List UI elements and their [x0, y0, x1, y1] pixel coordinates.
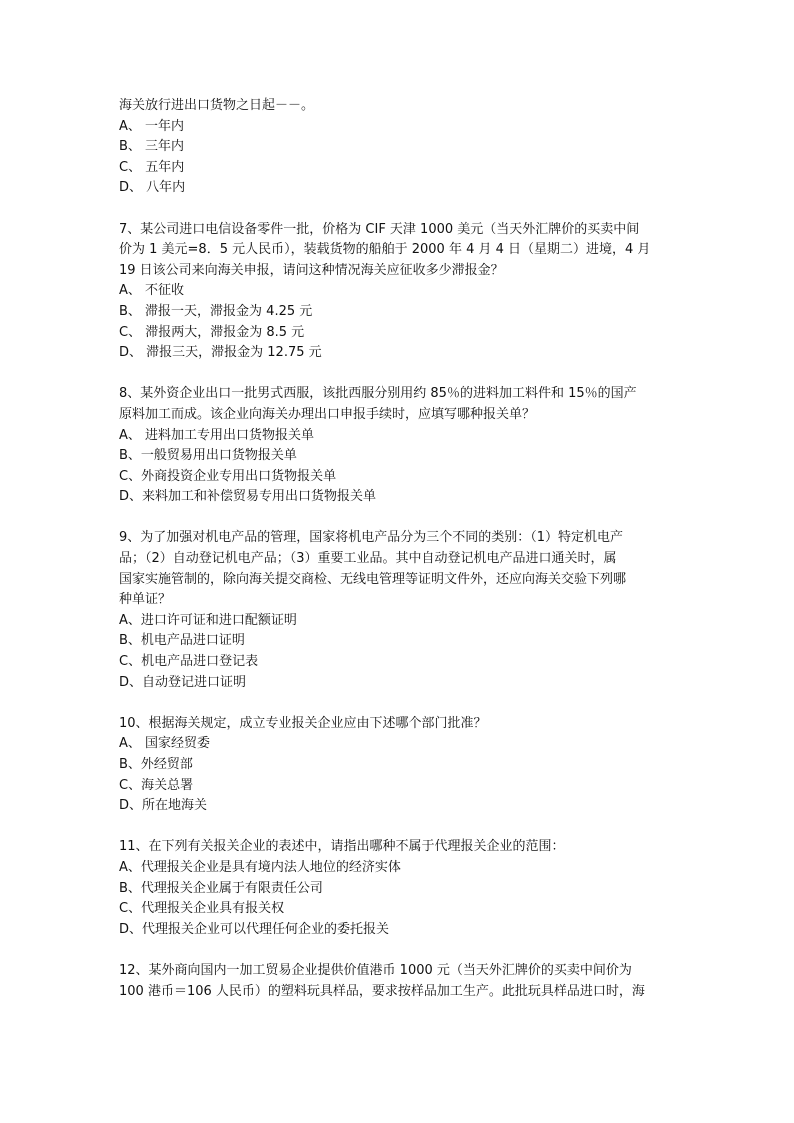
option-d: D、自动登记进口证明	[119, 674, 247, 690]
option-c: C、 滞报两大，滞报金为 8.5 元	[119, 324, 305, 340]
question-stem: 价为 1 美元=8．5 元人民币），装载货物的船舶于 2000 年 4 月 4 日（星期二）进境，4 月	[119, 242, 651, 258]
question-block-9	[119, 528, 675, 693]
option-a: A、代理报关企业是具有境内法人地位的经济实体	[119, 859, 401, 875]
option-b: B、 三年内	[119, 139, 185, 155]
question-stem: 12、某外商向国内一加工贸易企业提供价值港币 1000 元（当天外汇牌价的买卖中间价为	[119, 962, 632, 978]
option-b: B、外经贸部	[119, 757, 193, 772]
option-d: D、代理报关企业可以代理任何企业的委托报关	[119, 921, 390, 937]
option-c: C、机电产品进口登记表	[119, 654, 259, 670]
question-block-10	[119, 714, 675, 817]
question-stem: 海关放行进出口货物之日起－－。	[119, 98, 315, 113]
spacer	[119, 508, 675, 529]
option-d: D、所在地海关	[119, 798, 208, 814]
question-stem: 品；（2）自动登记机电产品；（3）重要工业品。其中自动登记机电产品进口通关时，属	[119, 551, 617, 567]
question-stem: 种单证？	[119, 592, 172, 608]
question-block-8	[119, 384, 675, 508]
question-block-12	[119, 961, 675, 1002]
question-block-intro	[119, 96, 675, 199]
spacer	[119, 817, 675, 838]
question-stem: 8、某外资企业出口一批男式西服，该批西服分别用约 85％的进料加工料件和 15％的国产	[119, 386, 637, 402]
option-c: C、 五年内	[119, 159, 185, 175]
option-a: A、 不征收	[119, 283, 185, 299]
page-content	[119, 96, 675, 1002]
question-stem: 7、某公司进口电信设备零件一批，价格为 CIF 天津 1000 美元（当天外汇牌价的买卖中间	[119, 221, 640, 237]
option-d: D、 八年内	[119, 180, 186, 196]
question-stem: 9、为了加强对机电产品的管理，国家将机电产品分为三个不同的类别：（1）特定机电产	[119, 530, 624, 546]
option-c: C、代理报关企业具有报关权	[119, 901, 285, 917]
question-stem: 10、根据海关规定，成立专业报关企业应由下述哪个部门批准？	[119, 715, 487, 731]
spacer	[119, 364, 675, 385]
spacer	[119, 693, 675, 714]
question-stem: 100 港币＝106 人民币）的塑料玩具样品，要求按样品加工生产。此批玩具样品进口时，海	[119, 983, 645, 999]
spacer	[119, 940, 675, 961]
option-b: B、代理报关企业属于有限责任公司	[119, 880, 323, 896]
question-block-7	[119, 220, 675, 364]
option-d: D、来料加工和补偿贸易专用出口货物报关单	[119, 489, 377, 505]
option-b: B、 滞报一天，滞报金为 4.25 元	[119, 303, 313, 319]
option-b: B、一般贸易用出口货物报关单	[119, 448, 297, 464]
option-d: D、 滞报三天，滞报金为 12.75 元	[119, 345, 322, 361]
spacer	[119, 199, 675, 220]
option-a: A、 一年内	[119, 118, 185, 134]
question-block-11	[119, 837, 675, 940]
option-c: C、外商投资企业专用出口货物报关单	[119, 468, 337, 484]
option-a: A、 进料加工专用出口货物报关单	[119, 427, 315, 443]
question-stem: 19 日该公司来向海关申报，请问这种情况海关应征收多少滞报金？	[119, 262, 504, 278]
option-b: B、机电产品进口证明	[119, 633, 245, 649]
option-a: A、 国家经贸委	[119, 736, 211, 752]
question-stem: 国家实施管制的，除向海关提交商检、无线电管理等证明文件外，还应向海关交验下列哪	[119, 571, 627, 587]
option-c: C、海关总署	[119, 777, 194, 793]
option-a: A、进口许可证和进口配额证明	[119, 612, 297, 628]
question-stem: 原料加工而成。该企业向海关办理出口申报手续时，应填写哪种报关单？	[119, 406, 536, 422]
question-stem: 11、在下列有关报关企业的表述中，请指出哪种不属于代理报关企业的范围：	[119, 839, 565, 855]
